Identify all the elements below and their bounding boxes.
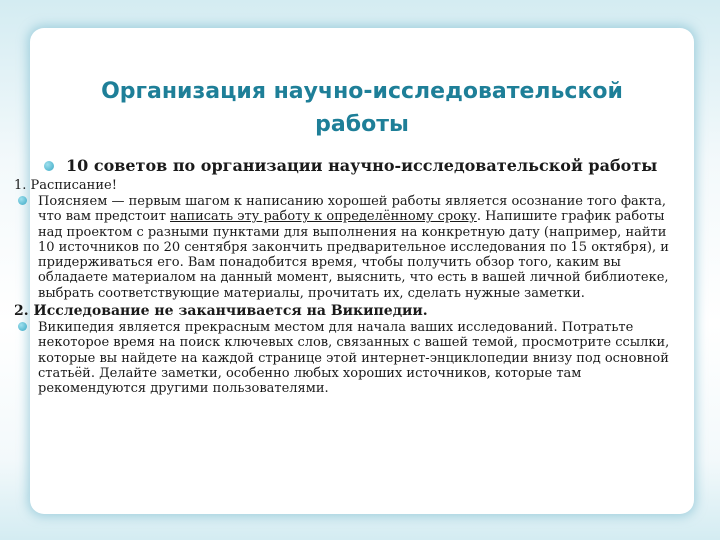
main-bullet-text: 10 советов по организации научно-исследовательской работы: [66, 156, 658, 175]
main-bullet: [42, 157, 682, 174]
title-line-2: работы: [315, 112, 409, 137]
tip-1-text-b: . Напишите график работы над проектом с разными пунктами для выполнения на конкретную дату (например, найти 10 источников по 20 сентября закончить предварительное исследования по 15 октября), и придерживаться его. Вам понадобится время, чтобы получить обзор того, каким вы обладаете материалом на данный момент, выяснить, что есть в вашей личной библиотеке, выбрать соответствующие материалы, прочитать их, сделать нужные заметки.: [38, 209, 669, 301]
tip-1-text-a: Поясняем — первым шагом к написанию хорошей работы является осознание того факта, что вам предстоит: [38, 194, 666, 225]
tip-1-bullet: [16, 194, 682, 301]
tip-2-bullet: [16, 320, 682, 396]
tip-2-label: 2. Исследование не заканчивается на Википедии.: [14, 303, 428, 320]
tip-2-text: Википедия является прекрасным местом для начала ваших исследований. Потратьте некоторое время на поиск ключевых слов, связанных с вашей темой, просмотрите ссылки, которые вы найдете на каждой странице этой интернет-энциклопедии внизу под основной статьёй. Делайте заметки, особенно любых хороших источников, которые там рекомендуются другими пользователями.: [38, 320, 670, 397]
slide-title: [30, 75, 694, 141]
bullet-icon: [18, 196, 27, 205]
bullet-icon: [18, 322, 27, 331]
bullet-icon: [44, 161, 54, 171]
title-line-1: Организация научно-исследовательской: [101, 79, 623, 104]
tip-1-label: 1. Расписание!: [14, 178, 117, 193]
tip-1-underlined-text: написать эту работу к определённому сроку: [170, 209, 477, 225]
slide-body: [14, 156, 682, 397]
